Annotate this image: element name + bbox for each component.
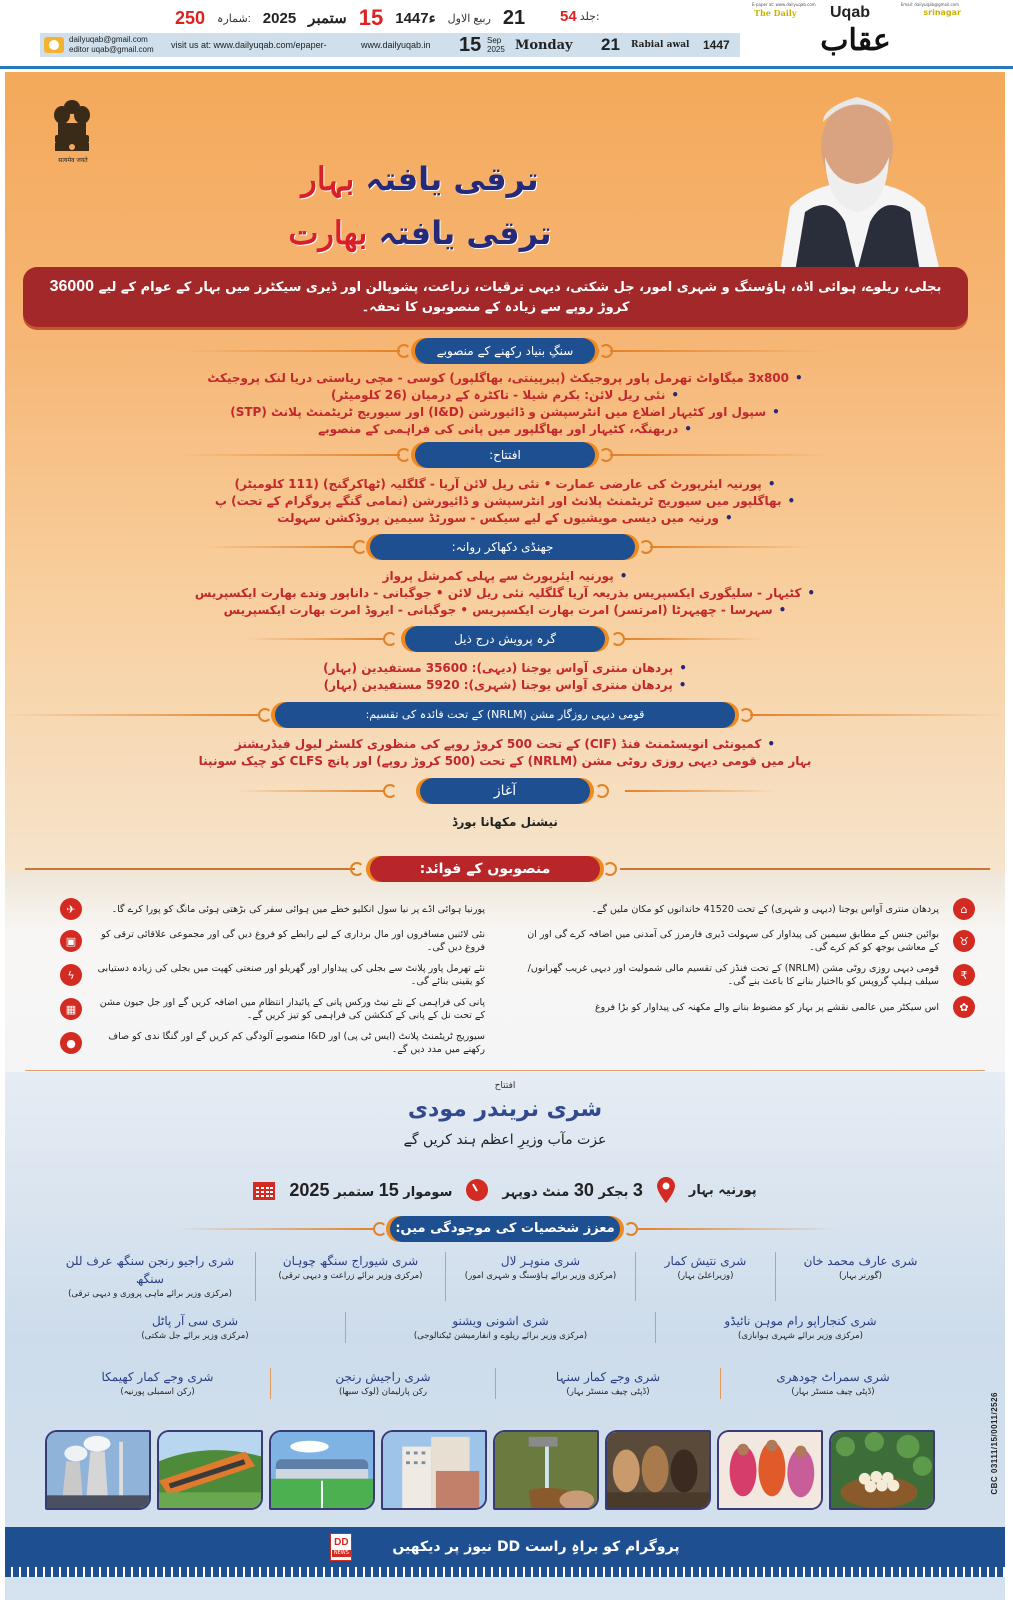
- hijri-month: ربیع الاول: [447, 12, 491, 25]
- masthead-info-bar: [40, 33, 740, 57]
- photo-strip: [45, 1430, 945, 1512]
- dignitary: شری اشونی ویشنو (مرکزی وزیر برائے ریلوے و انفارمیشن ٹیکنالوجی): [345, 1312, 655, 1343]
- greg-day-en: 15: [459, 33, 482, 56]
- logo-epaper-text: E-paper at: www.dailyuqab.com: [752, 2, 816, 7]
- list-item: •سہرسا - چھیہرٹا (امرتسر) امرت بھارت ایکسپریس • جوگبانی - ایروڈ امرت بھارت ایکسپریس: [223, 603, 787, 617]
- prime-minister-portrait: [745, 82, 970, 272]
- photo-train: [157, 1430, 263, 1510]
- makhana-icon: ✿: [953, 996, 975, 1018]
- benefit-item: ✿ اس سیکٹر میں عالمی نقشے پر بہار کو مضبوط بنانے والے مکھنہ کی پیداوار کو بڑا فروغ: [525, 996, 975, 1018]
- photo-airport: [269, 1430, 375, 1510]
- footer-banner: [5, 1527, 1005, 1567]
- benefits-left-column: [60, 898, 485, 1064]
- volume-label: جلد:: [579, 10, 600, 23]
- event-location: پورنیہ بہار: [688, 1182, 757, 1198]
- inauguration-list: [25, 476, 985, 527]
- water-drop-icon: ●: [60, 1032, 82, 1054]
- cbc-code: CBC 03111/15/0011/2526: [990, 1392, 999, 1495]
- weekday: Monday: [515, 37, 573, 53]
- website-link[interactable]: www.dailyuqab.in: [361, 40, 431, 50]
- section-header-inauguration: [5, 442, 1005, 468]
- greg-day: 15: [358, 5, 384, 30]
- list-item: •پورنیہ ایئرپورٹ سے پہلی کمرشل پرواز: [382, 569, 628, 583]
- event-time: 3 بجکر 30 منٹ دوپہر: [502, 1179, 643, 1200]
- newspaper-logo[interactable]: [748, 2, 963, 62]
- list-item: •کٹیہار - سلیگوری ایکسپریس بذریعہ آریا گلگلیہ نئی ریل لائن • جوگبانی - داناپور وندے بھارت ایکسپریس: [194, 586, 816, 600]
- foundation-list: [25, 370, 985, 438]
- flagoff-list: [25, 568, 985, 619]
- benefits-divider: [25, 1070, 985, 1071]
- plane-icon: ✈: [60, 898, 82, 920]
- dignitary: شری عارف محمد خان (گورنر بہار): [775, 1252, 945, 1301]
- section-header-launch: [5, 778, 1005, 804]
- greg-month: ستمبر: [308, 9, 347, 27]
- location-pin-icon: [657, 1177, 675, 1203]
- hijri-day-en: 21: [601, 35, 620, 54]
- benefit-item: ♉ بوائین جنس کے مطابق سیمین کی پیداوار کی سہولت ڈیری فارمرز کی آمدنی میں اضافہ کرے گی اور ان کے معاشی بوجھ کو کم کرے گی۔: [525, 928, 975, 954]
- lightning-icon: ϟ: [60, 964, 82, 986]
- list-item: •سپول اور کٹیہار اضلاع میں انٹرسپشن و ڈائیورشن (I&D) اور سیوریج ٹریٹمنٹ پلانٹ (STP): [230, 405, 780, 419]
- section-header-foundation: [5, 338, 1005, 364]
- dignitaries-row-2: [45, 1312, 945, 1343]
- dignitary: شری شیوراج سنگھ چوہان (مرکزی وزیر برائے زراعت و دیہی ترقی): [255, 1252, 445, 1301]
- list-item: •پردھان منتری آواس یوجنا (دیہی): 35600 مستفیدین (بہار): [323, 661, 687, 675]
- photo-makhana: [829, 1430, 935, 1510]
- emblem-caption: सत्यमेव जयते: [58, 157, 88, 164]
- list-item: •دربھنگہ، کٹیہار اور بھاگلپور میں پانی کی فراہمی کے منصوبے: [318, 422, 692, 436]
- greg-year: 2025: [262, 9, 297, 27]
- emails: [69, 35, 165, 55]
- benefit-item: ▦ پانی کی فراہمی کے نئے نیٹ ورکس پانی کے پائیدار انتظام میں اضافہ کریں گے اور جل جیون مشن کے تحت نل کے پانی کے کنکشن کی فراہمی کو تیز کریں گے۔: [60, 996, 485, 1022]
- money-bag-icon: ₹: [953, 964, 975, 986]
- footer-text: پروگرام کو براہِ راست DD نیوز پر دیکھیں: [392, 1539, 680, 1555]
- volume-number: 54: [560, 8, 577, 25]
- event-details: [205, 1172, 805, 1208]
- section-header-benefits: [5, 856, 1005, 882]
- section-header-flagoff: [5, 534, 1005, 560]
- mail-icon: [44, 37, 64, 53]
- housewarming-list: [25, 660, 985, 694]
- nrlm-list: [25, 736, 985, 770]
- visit-link[interactable]: visit us at: www.dailyuqab.com/epaper-: [171, 40, 327, 50]
- house-icon: ⌂: [953, 898, 975, 920]
- dignitary: شری نتیش کمار (وزیراعلیٰ بہار): [635, 1252, 775, 1301]
- photo-power-plant: [45, 1430, 151, 1510]
- benefit-item: ✈ پورنیا ہوائی اڈے پر نیا سول انکلیو خطے میں ہوائی سفر کی بڑھتی ہوئی مانگ کو پورا کرے گا۔: [60, 898, 485, 920]
- volume: [560, 8, 600, 25]
- dignitary: شری سمراٹ چودھری (ڈپٹی چیف منسٹر بہار): [720, 1368, 945, 1399]
- section-header-housewarming: [5, 626, 1005, 652]
- event-date: سوموار 15 ستمبر 2025: [289, 1179, 453, 1200]
- section-title: آغاز: [420, 778, 590, 804]
- email-editor[interactable]: editor uqab@gmail.com: [69, 45, 154, 54]
- masthead: [0, 0, 1013, 70]
- building-icon: ▦: [60, 998, 82, 1020]
- masthead-date-row: [175, 4, 525, 32]
- list-item: •پورنیہ ایئرپورٹ کی عارضی عمارت • نئی ریل لائن آریا - گلگلیہ (ٹھاکرگنج) (111 کلومیٹر): [234, 477, 776, 491]
- clock-icon: [466, 1179, 488, 1201]
- list-item: •ورنیہ میں دیسی مویشیوں کے لیے سیکس - سورٹڈ سیمین پروڈکشن سہولت: [277, 511, 733, 525]
- section-title: منصوبوں کے فوائد:: [370, 856, 600, 882]
- benefit-item: ▣ نئی لائنیں مسافروں اور مال برداری کے لیے رابطے کو فروغ دیں گی اور مجموعی علاقائی ترقی کو فروغ دیں گی۔: [60, 928, 485, 954]
- email-primary[interactable]: dailyuqab@gmail.com: [69, 35, 148, 44]
- photo-cattle: [605, 1430, 711, 1510]
- section-title: گرہ پرویش درج ذیل: [405, 626, 605, 652]
- calendar-icon: [253, 1180, 275, 1200]
- list-item: •کمیونٹی انویسٹمنٹ فنڈ (CIF) کے تحت 500 کروڑ روپے کی منظوری کلسٹر لیول فیڈریشنز: [234, 737, 776, 751]
- logo-name-urdu: عقاب: [820, 23, 891, 58]
- launch-item: نیشنل مکھانا بورڈ: [452, 815, 558, 829]
- section-title: افتتاح:: [415, 442, 595, 468]
- benefit-item: ⌂ پردھان منتری آواس یوجنا (دیہی و شہری) کے تحت 41520 خاندانوں کو مکان ملیں گے۔: [525, 898, 975, 920]
- headline-banner: [23, 267, 968, 327]
- benefit-item: ₹ قومی دیہی روزی روٹی مشن (NRLM) کے تحت فنڈز کی تقسیم مالی شمولیت اور دیہی غریب گھرانوں/سیلف ہیلپ گروپس کو بااختیار بنانے کا باعث بنے گی۔: [525, 962, 975, 988]
- footer-pattern: [5, 1567, 1005, 1577]
- list-item: •نئی ریل لائن: بکرم شیلا - تاکٹرہ کے درمیان (26 کلومیٹر): [330, 388, 679, 402]
- photo-apartments: [381, 1430, 487, 1510]
- dignitaries-row-3: [45, 1368, 945, 1399]
- section-header-nrlm: [5, 702, 1005, 728]
- section-title: قومی دیہی روزگار مشن (NRLM) کے تحت فائدہ کی تقسیم:: [275, 702, 735, 728]
- dignitary: شری منوہر لال (مرکزی وزیر برائے ہاؤسنگ و شہری امور): [445, 1252, 635, 1301]
- issue-label: شمارہ:: [217, 12, 251, 25]
- national-emblem-icon: [50, 97, 94, 153]
- photo-women-group: [717, 1430, 823, 1510]
- hijri-month-en: Rabial awal: [631, 40, 690, 50]
- inaugurator-name: شری نریندر مودی: [407, 1097, 603, 1122]
- banner-text: بجلی، ریلوے، ہوائی اڈہ، ہاؤسنگ و شہری امور، جل شکتی، دیہی ترقیات، زراعت، پشوپالن اور ڈیری سیکٹرز میں بہار کے عوام کے لیے 36000 کروڑ روپے سے زیادہ کے منصوبوں کا تحفہ۔: [49, 277, 942, 315]
- list-item: •پردھان منتری آواس یوجنا (شہری): 5920 مستفیدین (بہار): [323, 678, 687, 692]
- list-item: •بھاگلپور میں سیوریج ٹریٹمنٹ پلانٹ اور انٹرسپشن و ڈائیورشن (نمامی گنگے پروگرام کے تحت) پ: [214, 494, 796, 508]
- benefit-item: ϟ نئے تھرمل پاور پلانٹ سے بجلی کی پیداوار اور گھریلو اور صنعتی کھپت میں بجلی کی زیادہ دستیابی کو یقینی بنائے گی۔: [60, 962, 485, 988]
- inauguration-small-label: افتتاح: [494, 1081, 516, 1091]
- logo-city: srinagar: [923, 8, 961, 17]
- benefits-right-column: [525, 898, 975, 1026]
- dignitary: شری راجیو رنجن سنگھ عرف للن سنگھ (مرکزی وزیر برائے ماہی پروری و دیہی ترقی): [65, 1254, 235, 1299]
- headline-line-2: ترقی یافتہ بھارت: [288, 214, 552, 252]
- photo-water-tap: [493, 1430, 599, 1510]
- logo-name-en: Uqab: [830, 4, 870, 21]
- section-title: سنگِ بنیاد رکھنے کے منصوبے: [415, 338, 595, 364]
- hijri-year: 1447ء: [395, 10, 436, 27]
- inaugurator-title: عزت مآب وزیرِ اعظم ہند کریں گے: [403, 1132, 607, 1148]
- dignitary: شری کنجاراپو رام موہن نائیڈو (مرکزی وزیر برائے شہری ہوابازی): [655, 1312, 945, 1343]
- dignitary: شری وجے کمار سنہا (ڈپٹی چیف منسٹر بہار): [495, 1368, 720, 1399]
- masthead-divider: [0, 66, 1013, 69]
- headline: [255, 152, 585, 260]
- section-header-dignitaries: [5, 1216, 1005, 1242]
- issue-number: 250: [175, 7, 206, 28]
- list-item: •3x800 میگاواٹ تھرمل پاور پروجیکٹ (پیرپینتی، بھاگلپور) کوسی - مچی ریاستی دریا لنک پروجیکٹ: [207, 371, 803, 385]
- dignitaries-row-1: [45, 1252, 945, 1301]
- dignitary: شری راجیش رنجن رکن پارلیمان (لوک سبھا): [270, 1368, 495, 1399]
- greg-year-en: 2025: [487, 45, 505, 54]
- dignitary: شری وجے کمار کھیمکا (رکن اسمبلی پورنیہ): [101, 1370, 214, 1397]
- benefit-item: ● سیوریج ٹریٹمنٹ پلانٹ (ایس ٹی پی) اور I&D منصوبے آلودگی کم کریں گے اور گنگا ندی کو صاف رکھنے میں مدد دیں گے۔: [60, 1030, 485, 1056]
- section-title: معزز شخصیات کی موجودگی میں:: [390, 1216, 620, 1242]
- advertisement: [5, 72, 1005, 1600]
- greg-month-en: Sep: [487, 36, 502, 45]
- greg-month-year-en: [487, 36, 515, 54]
- hijri-year-en: 1447: [703, 38, 730, 52]
- banner-amount: 36000: [49, 277, 95, 295]
- dignitary: شری سی آر پاٹل (مرکزی وزیر برائے جل شکتی): [141, 1314, 249, 1341]
- hijri-day: 21: [502, 6, 526, 29]
- list-item: بہار میں قومی دیہی روزی روٹی مشن (NRLM) کے تحت (500 کروڑ روپے) اور پانچ CLFS کو چیک سونپنا: [198, 754, 812, 768]
- headline-line-1: ترقی یافتہ بہار: [301, 160, 539, 198]
- logo-the-daily: The Daily: [754, 8, 797, 18]
- dd-news-logo: DD NEWS: [330, 1533, 352, 1561]
- logo-email-text: Email: dailyuqab@gmail.com: [900, 2, 959, 7]
- section-title: جھنڈی دکھاکر روانہ:: [370, 534, 635, 560]
- cow-icon: ♉: [953, 930, 975, 952]
- train-icon: ▣: [60, 930, 82, 952]
